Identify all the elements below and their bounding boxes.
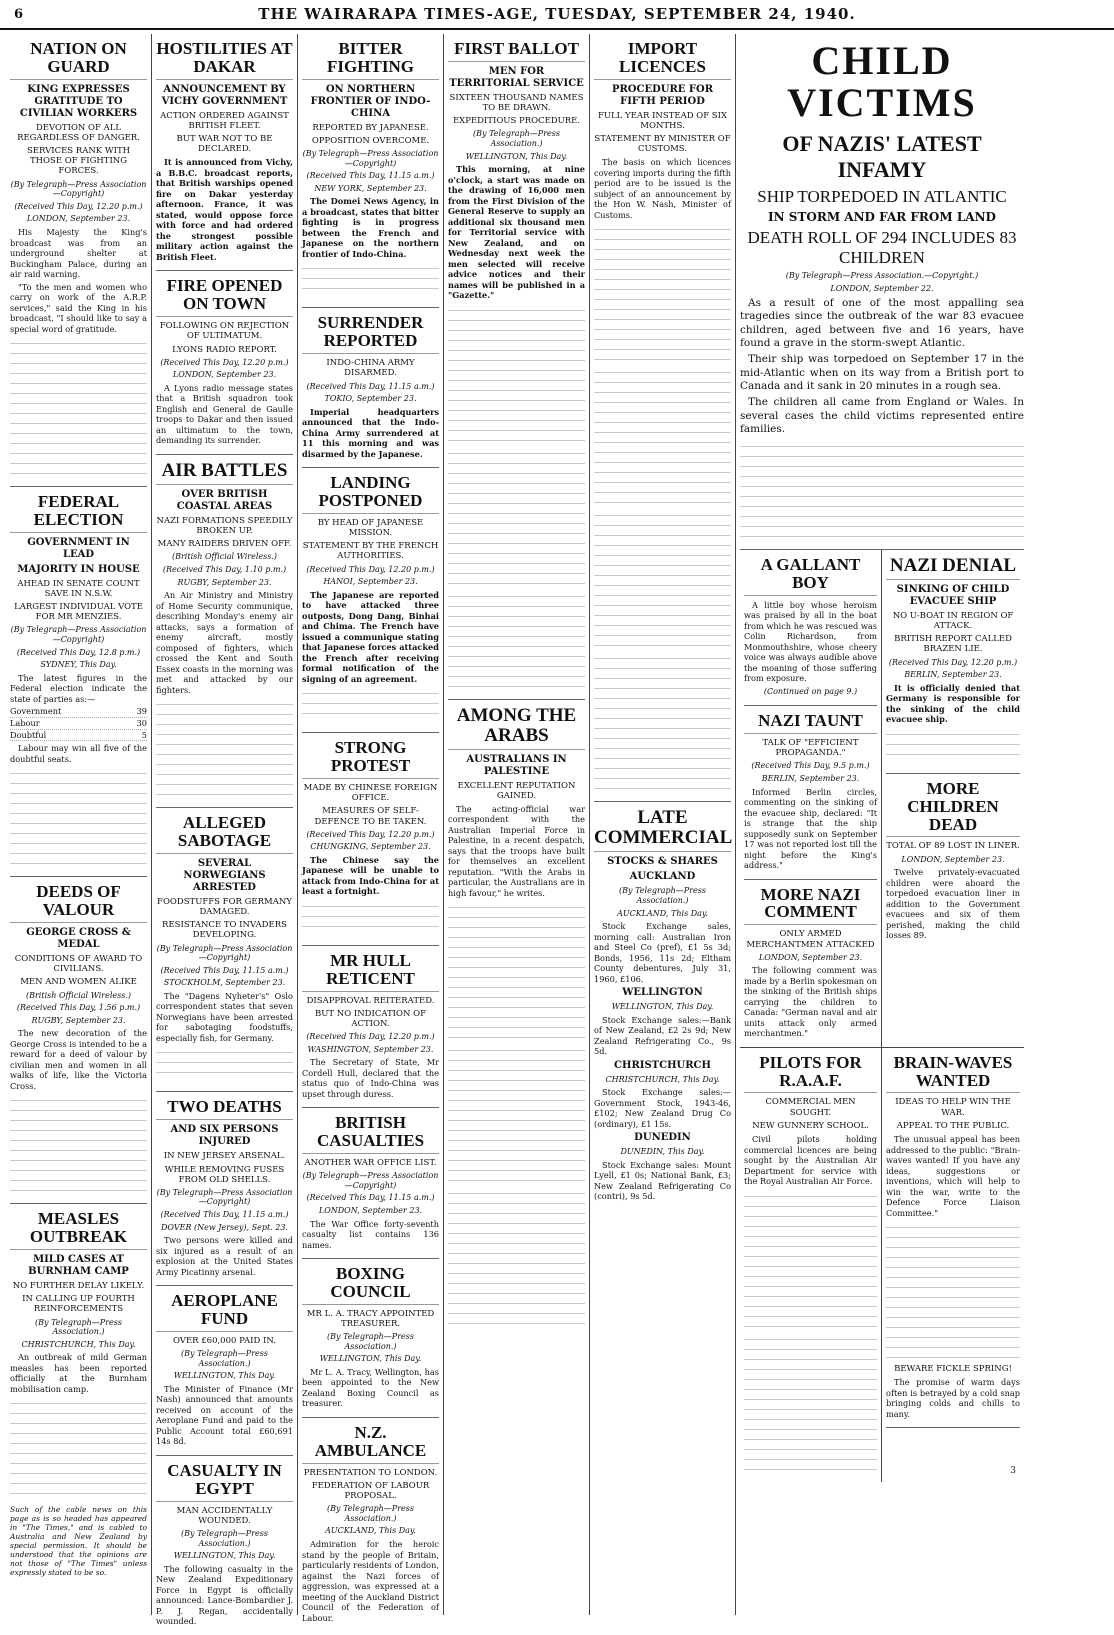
body-text: It is officially denied that Germany is responsible for the sinking of the child evacuee ship. <box>886 682 1020 725</box>
body-text: The Minister of Finance (Mr Nash) announced that amounts received on account of the Aeroplane Fund and paid to the Public Account total £60,691 14s 8d. <box>156 1383 293 1447</box>
body-text: The acting-official war correspondent with the Australian Imperial Force in Palestine, in a recent despatch, says that the troops have built for themselves an excellent reputation. "With the Arabs in particular, the Australians are in high favour," he writes. <box>448 803 585 898</box>
article-nation-on-guard <box>10 34 147 487</box>
subdeck: TOTAL OF 89 LOST IN LINER. <box>886 841 1020 852</box>
body-text: The Domei News Agency, in a broadcast, states that bitter fighting is in progress between the French and Japanese on the northern frontier of Indo-China. <box>302 196 439 259</box>
headline: DEEDS OF VALOUR <box>10 883 147 923</box>
received-time: (Received This Day, 12.20 p.m.) <box>888 657 1018 667</box>
headline: MORE CHILDREN DEAD <box>886 780 1020 838</box>
dateline: BERLIN, September 23. <box>761 774 860 784</box>
article-casualty-in-egypt <box>156 1456 293 1635</box>
text-block <box>302 262 439 298</box>
article-nazi-taunt <box>744 706 877 879</box>
dateline: STOCKHOLM, September 23. <box>163 978 286 988</box>
received-time: (Received This Day, 1.56 p.m.) <box>16 1003 141 1013</box>
article-late-commercial <box>594 802 731 1209</box>
headline: PILOTS FOR R.A.A.F. <box>744 1054 877 1094</box>
article-first-ballot <box>448 34 585 700</box>
dateline: WASHINGTON, September 23. <box>307 1044 434 1054</box>
subdeck: EXCELLENT REPUTATION GAINED. <box>457 780 576 801</box>
body-text: The new decoration of the George Cross is intended to be a reward for a deed of valour by civilian men and women in all walks of life, like the Victoria Cross. <box>10 1028 147 1091</box>
text-block <box>448 447 585 587</box>
credit: (By Telegraph—Press Association—Copyright) <box>156 1187 293 1207</box>
deck: OVER BRITISH COASTAL AREAS <box>176 488 273 512</box>
body-text: Civil pilots holding commercial licences are being sought by the Australian Air Department for service with the Royal Australian Air Force. <box>744 1134 878 1187</box>
dateline: CHRISTCHURCH, This Day. <box>605 1074 720 1084</box>
body-text: The promise of warm days often is betrayed by a cold snap bringing colds and chills to many. <box>886 1377 1020 1419</box>
body-text: The unusual appeal has been addressed to the public: "Brain-waves wanted! If you have any ideas, suggestions or inventions, which will help to win the war, write to the Defence Force Liaison Committee." <box>886 1134 1020 1218</box>
deck: GEORGE CROSS & MEDAL <box>26 926 131 950</box>
text-block <box>594 509 731 649</box>
received-time: (Received This Day, 1.10 p.m.) <box>162 564 287 574</box>
subdeck: EXPEDITIOUS PROCEDURE. <box>452 116 581 127</box>
credit: (By Telegraph—Press Association.) <box>327 1332 414 1351</box>
deck: PROCEDURE FOR FIFTH PERIOD <box>611 83 714 107</box>
article-two-deaths <box>156 1092 293 1286</box>
headline: BRAIN-WAVES WANTED <box>886 1054 1020 1094</box>
headline: N.Z. AMBULANCE <box>302 1424 439 1464</box>
headline: FIRST BALLOT <box>448 40 585 62</box>
body-text: A little boy whose heroism was praised by all in the boat from which he was rescued was Colin Richardson, from Monmouthshire, whose cheery voice was always audible above the moaning of those suffering from exposure. <box>744 599 878 684</box>
text-block <box>156 698 293 798</box>
credit: (By Telegraph—Press Association—Copyright) <box>10 625 147 645</box>
headline: NAZI TAUNT <box>744 712 877 734</box>
article-aeroplane-fund <box>156 1286 293 1456</box>
credit: (By Telegraph—Press Association.) <box>327 1504 414 1523</box>
received-time: (Received This Day, 11.15 a.m.) <box>306 171 435 181</box>
text-block <box>10 1094 147 1194</box>
article-surrender-reported <box>302 308 439 468</box>
received-time: (Received This Day, 9.5 p.m.) <box>751 761 870 771</box>
column-3 <box>298 34 444 1623</box>
dateline: LONDON, September 23. <box>318 1206 423 1216</box>
body-text: The "Dagens Nyheter's" Oslo correspondent states that seven Norwegians have been arrested for sabotaging foodstuffs, especially fish, for Germany. <box>156 990 293 1043</box>
right-col-d <box>882 1048 1024 1482</box>
article-import-licences <box>594 34 731 802</box>
dateline: TOKIO, September 23. <box>324 394 417 404</box>
subdeck: RESISTANCE TO INVADERS DEVELOPING. <box>162 920 287 941</box>
body-text: Mr L. A. Tracy, Wellington, has been appointed to the New Zealand Boxing Council as treasurer. <box>302 1366 439 1409</box>
article-nazi-denial <box>886 550 1020 774</box>
body-text: The basis on which licences covering imports during the fifth period are to be issued is the subject of an announcement by the Hon W. Nash, Minister of Customs. <box>594 157 731 220</box>
text-block <box>594 366 731 506</box>
credit: (British Official Wireless.) <box>171 552 278 562</box>
dateline: LONDON, September 22. <box>830 283 934 293</box>
subdeck: NO FURTHER DELAY LIKELY. <box>12 1281 145 1291</box>
subdeck: MANY RAIDERS DRIVEN OFF. <box>157 539 292 550</box>
subdeck: BRITISH REPORT CALLED BRAZEN LIE. <box>894 634 1012 655</box>
body-text: Stock Exchange sales: Mount Lyell, £1 0s; National Bank, £3; New Zealand Refrigerating Co (contri), 9s 5d. <box>594 1159 731 1202</box>
headline: MEASLES OUTBREAK <box>10 1210 147 1250</box>
dateline: HANOI, September 23. <box>323 577 418 587</box>
dateline: AUCKLAND, This Day. <box>325 1526 416 1536</box>
subdeck: MEASURES OF SELF-DEFENCE TO BE TAKEN. <box>314 806 427 827</box>
subdeck: NEW GUNNERY SCHOOL. <box>752 1120 869 1131</box>
body-text: It is announced from Vichy, a B.B.C. broadcast reports, that British warships opened fire on Dakar yesterday afternoon. France, it was stated, would oppose force with force and had ordered the strongest possible military action against the British Fleet. <box>156 157 293 262</box>
deck: IN STORM AND FAR FROM LAND <box>768 210 996 225</box>
text-block <box>448 304 585 444</box>
body-text: The War Office forty-seventh casualty list contains 136 names. <box>302 1218 439 1250</box>
section-dunedin: DUNEDIN <box>634 1132 691 1144</box>
headline: AMONG THE ARABS <box>448 706 585 750</box>
headline: AIR BATTLES <box>156 461 293 485</box>
credit: (By Telegraph—Press Association.) <box>35 1317 122 1337</box>
headline: A GALLANT BOY <box>744 556 877 596</box>
subdeck: FOLLOWING ON REJECTION OF ULTIMATUM. <box>159 321 290 342</box>
subdeck: TALK OF "EFFICIENT PROPAGANDA." <box>762 738 859 759</box>
subdeck: BY HEAD OF JAPANESE MISSION. <box>317 517 424 539</box>
newspaper-title: THE WAIRARAPA TIMES-AGE, TUESDAY, SEPTEMBER 24, 1940. <box>258 5 856 23</box>
dateline: WELLINGTON, This Day. <box>611 1002 714 1012</box>
deck: SHIP TORPEDOED IN ATLANTIC <box>757 186 1007 206</box>
right-subcolumns-bottom <box>740 1047 1024 1482</box>
body-text: The Secretary of State, Mr Cordell Hull, declared that the status quo of Indo-China was upset through duress. <box>302 1057 439 1099</box>
text-block <box>448 1187 585 1327</box>
text-block <box>10 337 147 477</box>
subdeck: ONLY ARMED MERCHANTMEN ATTACKED <box>746 929 875 950</box>
text-block <box>744 1333 877 1473</box>
dateline: RUGBY, September 23. <box>177 577 272 587</box>
received-time: (Received This Day, 12.20 p.m.) <box>14 201 143 211</box>
subdeck: COMMERCIAL MEN SOUGHT. <box>765 1097 856 1118</box>
deck: ON NORTHERN FRONTIER OF INDO-CHINA <box>310 83 431 119</box>
headline: LATE COMMERCIAL <box>594 808 731 852</box>
headline: MORE NAZI COMMENT <box>744 886 877 926</box>
headline: LANDING POSTPONED <box>302 474 439 514</box>
dateline: CHRISTCHURCH, This Day. <box>21 1339 136 1349</box>
text-block <box>744 1190 877 1330</box>
column-2 <box>152 34 298 1627</box>
dateline: WELLINGTON, This Day. <box>173 1551 276 1561</box>
subdeck: CONDITIONS OF AWARD TO CIVILIANS. <box>14 953 143 975</box>
right-section <box>736 34 1028 1615</box>
subdeck: MAN ACCIDENTALLY WOUNDED. <box>176 1505 273 1526</box>
article-pilots-for-raaf <box>744 1048 877 1482</box>
dateline: WELLINGTON, This Day. <box>173 1371 276 1381</box>
received-time: (Received This Day, 11.15 a.m.) <box>160 965 289 975</box>
dateline: SYDNEY, This Day. <box>40 660 117 670</box>
headline: BRITISH CASUALTIES <box>302 1114 439 1154</box>
deck: MAJORITY IN HOUSE <box>17 563 140 575</box>
deck: ANNOUNCEMENT BY VICHY GOVERNMENT <box>161 83 288 107</box>
subdeck: SIXTEEN THOUSAND NAMES TO BE DRAWN. <box>449 92 584 114</box>
body-text: Twelve privately-evacuated children were aboard the torpedoed evacuation liner in addition to the Government evacuees and six of them perished, making the child losses 89. <box>886 867 1020 941</box>
subdeck: LARGEST INDIVIDUAL VOTE FOR MR MENZIES. <box>14 602 143 623</box>
headline: HOSTILITIES AT DAKAR <box>156 40 293 80</box>
subdeck: PRESENTATION TO LONDON. <box>303 1467 438 1478</box>
headline: SURRENDER REPORTED <box>302 314 439 354</box>
body-text: Stock Exchange sales, morning call: Australian Iron and Steel Co (pref), £1 5s 3d; Bonds, 1956, 11s 2d; Eltham County debentures, July 31, 1960, £106. <box>594 921 731 984</box>
credit: (By Telegraph—Press Association—Copyright) <box>10 179 147 199</box>
body-text: Their ship was torpedoed on September 17 in the mid-Atlantic when on its way from a British port to Canada and it sank in 20 minutes in a rough sea. <box>740 353 1024 393</box>
body-text: The following comment was made by a Berlin spokesman on the sinking of the British ships carrying the children to Canada: "German naval and air units attack only armed merchantmen." <box>744 965 878 1039</box>
body-text: The following casualty in the New Zealand Expeditionary Force in Egypt is officially announced: Lance-Bombardier J. P. J. Regan, accidentally wounded. <box>156 1563 293 1627</box>
article-brain-waves-wanted <box>886 1048 1020 1428</box>
headline: NAZI DENIAL <box>886 556 1020 580</box>
dateline: BERLIN, September 23. <box>904 670 1002 680</box>
text-block <box>448 590 585 690</box>
section-christchurch: CHRISTCHURCH <box>614 1059 711 1071</box>
dateline: CHUNGKING, September 23. <box>310 842 431 852</box>
body-text: Two persons were killed and six injured as a result of an explosion at the United States Army Picatinny arsenal. <box>156 1235 293 1277</box>
text-block <box>594 652 731 792</box>
dateline: WELLINGTON, This Day. <box>319 1354 422 1364</box>
subdeck: MR L. A. TRACY APPOINTED TREASURER. <box>306 1308 435 1329</box>
received-time: (Received This Day, 12.20 p.m.) <box>160 357 289 367</box>
text-block <box>886 1221 1020 1361</box>
body-text: A Lyons radio message states that a British squadron took English and General de Gaulle troops to Dakar and then issued an ultimatum to the town, demanding its surrender. <box>156 382 293 446</box>
subdeck: STATEMENT BY MINISTER OF CUSTOMS. <box>594 134 731 155</box>
subdeck: DISAPPROVAL REITERATED. <box>306 995 435 1006</box>
headline: BOXING COUNCIL <box>302 1265 439 1305</box>
received-time: (Received This Day, 12.20 p.m.) <box>306 564 435 574</box>
body-text: Informed Berlin circles, commenting on the sinking of the evacuee ship, declared: "It is strange that the ship supposedly sunk on September 17 was not reported lost till the night before the King's address." <box>744 786 878 871</box>
newspaper-page <box>0 30 1114 1627</box>
deck: MEN FOR TERRITORIAL SERVICE <box>449 65 584 89</box>
subdeck: WHILE REMOVING FUSES FROM OLD SHELLS. <box>164 1164 285 1185</box>
right-col-c <box>740 1048 882 1482</box>
body-text: The Japanese are reported to have attacked three outposts, Dong Dang, Binhai and Chima. The French have issued a communique stating that Japanese forces attacked the French after receiving formal notification of the signing of an agreement. <box>302 589 439 684</box>
deck: GOVERNMENT IN LEAD <box>27 536 130 560</box>
article-landing-postponed <box>302 468 439 733</box>
article-deeds-of-valour <box>10 877 147 1204</box>
article-more-nazi-comment <box>744 880 877 1047</box>
headline: CASUALTY IN EGYPT <box>156 1462 293 1502</box>
text-block <box>302 687 439 723</box>
deck: AND SIX PERSONS INJURED <box>170 1124 279 1148</box>
headline: NATION ON GUARD <box>10 40 147 80</box>
subdeck: ANOTHER WAR OFFICE LIST. <box>304 1158 437 1169</box>
text-block <box>10 767 147 867</box>
subdeck: FOODSTUFFS FOR GERMANY DAMAGED. <box>157 896 292 918</box>
body-text: The children all came from England or Wales. In several cases the child victims represented entire families. <box>740 396 1024 436</box>
deck: OF NAZIS' LATEST INFAMY <box>782 131 982 183</box>
body-text: Stock Exchange sales:—Bank of New Zealand, £2 2s 9d; New Zealand Refrigerating Co., 9s 5d. <box>594 1014 731 1057</box>
article-child-victims <box>740 34 1024 550</box>
subdeck: BUT WAR NOT TO BE DECLARED. <box>176 134 273 155</box>
text-block <box>448 901 585 1041</box>
text-block <box>10 1397 147 1497</box>
text-block <box>302 900 439 936</box>
body-text: Admiration for the heroic stand by the people of Britain, particularly residents of London, against the Nazi forces of aggression, was expressed at a meeting of the Auckland District Council of the Federation of Labour. <box>302 1539 439 1623</box>
headline: CHILD VICTIMS <box>787 38 977 125</box>
article-measles-outbreak <box>10 1204 147 1583</box>
subdeck: FULL YEAR INSTEAD OF SIX MONTHS. <box>597 110 728 131</box>
dateline: AUCKLAND, This Day. <box>617 908 708 918</box>
subdeck: REPORTED BY JAPANESE. <box>312 122 429 133</box>
folio-number: 3 <box>1010 1465 1016 1476</box>
article-a-gallant-boy <box>744 550 877 706</box>
subdeck: NO U-BOAT IN REGION OF ATTACK. <box>892 610 1014 632</box>
article-alleged-sabotage <box>156 808 293 1092</box>
text-block <box>156 1046 293 1082</box>
headline: MR HULL RETICENT <box>302 952 439 992</box>
subdeck: APPEAL TO THE PUBLIC. <box>896 1120 1010 1131</box>
headline: IMPORT LICENCES <box>594 40 731 80</box>
party-row: Doubtful 5 <box>10 729 147 740</box>
dateline: LONDON, September 23. <box>758 952 863 962</box>
body-text: As a result of one of the most appalling sea tragedies since the outbreak of the war 83 evacuee children, aged between five and 16 years, have found a grave in the storm-swept Atlantic. <box>740 296 1024 350</box>
article-strong-protest <box>302 733 439 946</box>
state-of-parties <box>10 706 147 741</box>
column-5 <box>590 34 736 1615</box>
article-federal-election <box>10 487 147 877</box>
deck: SEVERAL NORWEGIANS ARRESTED <box>183 857 266 893</box>
subdeck: OVER £60,000 PAID IN. <box>172 1335 277 1346</box>
subdeck: SERVICES RANK WITH THOSE OF FIGHTING FORCES. <box>26 146 131 177</box>
body-text: An Air Ministry and Ministry of Home Security communique, describing Monday's enemy air attacks, says a formation of enemy aircraft, mostly composed of fighters, which crossed the Kent and South Essex coasts in the morning was met and attacked by our fighters. <box>156 590 293 695</box>
body-text: "To the men and women who carry on work of the A.R.P. services," said the King in his broadcast, "I should like to say a special word of gratitude. <box>10 281 147 334</box>
right-col-b <box>882 550 1024 1047</box>
dateline: LONDON, September 23. <box>26 214 131 224</box>
deck: KING EXPRESSES GRATITUDE TO CIVILIAN WORKERS <box>19 83 138 119</box>
party-row: Government 39 <box>10 706 147 717</box>
right-col-a <box>740 550 882 1047</box>
dateline: NEW YORK, September 23. <box>314 183 427 193</box>
body-text: Labour may win all five of the doubtful seats. <box>10 743 147 764</box>
deck: DEATH ROLL OF 294 INCLUDES 83 CHILDREN <box>747 227 1017 267</box>
subdeck: IN NEW JERSEY ARSENAL. <box>163 1151 286 1162</box>
article-more-children-dead <box>886 774 1020 949</box>
dateline: DOVER (New Jersey), Sept. 23. <box>161 1222 288 1232</box>
dateline: WELLINGTON, This Day. <box>465 151 568 161</box>
section-wellington: WELLINGTON <box>622 987 703 999</box>
credit: (By Telegraph—Press Association.) <box>619 886 706 905</box>
headline: TWO DEATHS <box>156 1098 293 1120</box>
credit: (By Telegraph—Press Association.) <box>181 1528 268 1548</box>
body-text: His Majesty the King's broadcast was from an underground shelter at Buckingham Palace, during an air raid warning. <box>10 227 147 279</box>
credit: (By Telegraph—Press Association—Copyright) <box>156 943 293 963</box>
deck: AUSTRALIANS IN PALESTINE <box>466 753 567 777</box>
headline: ALLEGED SABOTAGE <box>156 814 293 854</box>
body-text: An outbreak of mild German measles has been reported officially at the Burnham mobilisation camp. <box>10 1352 147 1394</box>
dateline: LONDON, September 23. <box>901 854 1005 864</box>
party-row: Labour 30 <box>10 717 147 728</box>
subdeck: ACTION ORDERED AGAINST BRITISH FLEET. <box>160 110 289 131</box>
credit: (British Official Wireless.) <box>25 990 132 1000</box>
article-hostilities-at-dakar <box>156 34 293 271</box>
section-auckland: AUCKLAND <box>629 871 696 883</box>
article-bitter-fighting <box>302 34 439 308</box>
subdeck: IDEAS TO HELP WIN THE WAR. <box>895 1097 1011 1118</box>
headline: FEDERAL ELECTION <box>10 493 147 533</box>
credit: (By Telegraph—Press Association—Copyright) <box>302 1171 439 1190</box>
credit: (By Telegraph—Press Association.—Copyright.) <box>785 271 979 281</box>
subdeck: IN CALLING UP FOURTH REINFORCEMENTS <box>22 1294 135 1315</box>
received-time: (Received This Day, 11.15 a.m.) <box>306 1193 435 1203</box>
page-number: 6 <box>14 6 24 22</box>
body-text: Imperial headquarters announced that the Indo-China Army surrendered at 11 this morning and was disarmed by the Japanese. <box>302 406 439 459</box>
subdeck: NAZI FORMATIONS SPEEDILY BROKEN UP. <box>156 515 293 536</box>
body-text: The latest figures in the Federal election indicate the state of parties as:— <box>10 672 147 704</box>
dateline: RUGBY, September 23. <box>31 1015 126 1025</box>
body-text: This morning, at nine o'clock, a start was made on the drawing of 16,000 men from the First Division of the General Reserve to supply an additional six thousand men for Territorial service with New Zealand, and on Wednesday next week the men selected will receive advice notices and their names will be published in a "Gazette." <box>448 164 585 301</box>
column-1 <box>6 34 152 1615</box>
masthead <box>0 0 1114 30</box>
article-boxing-council <box>302 1259 439 1418</box>
text-block <box>594 223 731 363</box>
text-block <box>740 440 1024 540</box>
text-block <box>886 728 1020 764</box>
column-4 <box>444 34 590 1615</box>
article-among-the-arabs <box>448 700 585 1337</box>
subdeck: OPPOSITION OVERCOME. <box>311 135 430 146</box>
body-text: The Chinese say the Japanese will be unable to attack from Indo-China for at least a fortnight. <box>302 854 439 897</box>
credit: (By Telegraph—Press Association.) <box>181 1349 268 1368</box>
continued-note: (Continued on page 9.) <box>763 686 858 696</box>
body-text: Stock Exchange sales:—Government Stock, 1943-46, £102; New Zealand Drug Co (ordinary), £1 15s. <box>594 1087 731 1129</box>
headline: AEROPLANE FUND <box>156 1292 293 1332</box>
received-time: (Received This Day, 11.15 a.m.) <box>306 381 435 391</box>
received-time: (Received This Day, 12.20 p.m.) <box>306 829 435 839</box>
subdeck: INDO-CHINA ARMY DISARMED. <box>326 358 415 379</box>
subdeck: BUT NO INDICATION OF ACTION. <box>314 1008 427 1029</box>
subdeck: AHEAD IN SENATE COUNT SAVE IN N.S.W. <box>17 578 140 599</box>
article-air-battles <box>156 455 293 808</box>
headline: STRONG PROTEST <box>302 739 439 779</box>
subdeck: STATEMENT BY THE FRENCH AUTHORITIES. <box>302 541 439 562</box>
article-nz-ambulance <box>302 1418 439 1631</box>
subdeck: LYONS RADIO REPORT. <box>172 344 277 355</box>
received-time: (Received This Day, 12.20 p.m.) <box>306 1032 435 1042</box>
article-mr-hull-reticent <box>302 946 439 1108</box>
deck: MILD CASES AT BURNHAM CAMP <box>28 1254 129 1277</box>
right-subcolumns-top <box>740 550 1024 1047</box>
subdeck: FEDERATION OF LABOUR PROPOSAL. <box>311 1480 430 1502</box>
received-time: (Received This Day, 11.15 a.m.) <box>160 1210 289 1220</box>
dateline: DUNEDIN, This Day. <box>620 1147 705 1157</box>
credit: (By Telegraph—Press Association—Copyright) <box>302 149 439 168</box>
subdeck: MEN AND WOMEN ALIKE <box>20 977 137 988</box>
subdeck: MADE BY CHINESE FOREIGN OFFICE. <box>303 783 438 804</box>
deck: STOCKS & SHARES <box>607 856 718 868</box>
deck: SINKING OF CHILD EVACUEE SHIP <box>896 583 1010 607</box>
text-block <box>448 1044 585 1184</box>
subdeck: BEWARE FICKLE SPRING! <box>894 1364 1012 1375</box>
headline: FIRE OPENED ON TOWN <box>156 277 293 317</box>
subdeck: DEVOTION OF ALL REGARDLESS OF DANGER. <box>17 122 140 143</box>
article-fire-opened-on-town <box>156 271 293 454</box>
footnote: Such of the cable news on this page as is so headed has appeared in "The Times," and is cabled to Australia and New Zealand by special permission. It should be understood that the opinions are not those of "The Times" unless expressly stated to be so. <box>10 1505 147 1578</box>
received-time: (Received This Day, 12.8 p.m.) <box>16 647 141 657</box>
credit: (By Telegraph—Press Association.) <box>473 129 560 148</box>
headline: BITTER FIGHTING <box>302 40 439 80</box>
dateline: LONDON, September 23. <box>172 370 277 380</box>
article-british-casualties <box>302 1108 439 1259</box>
